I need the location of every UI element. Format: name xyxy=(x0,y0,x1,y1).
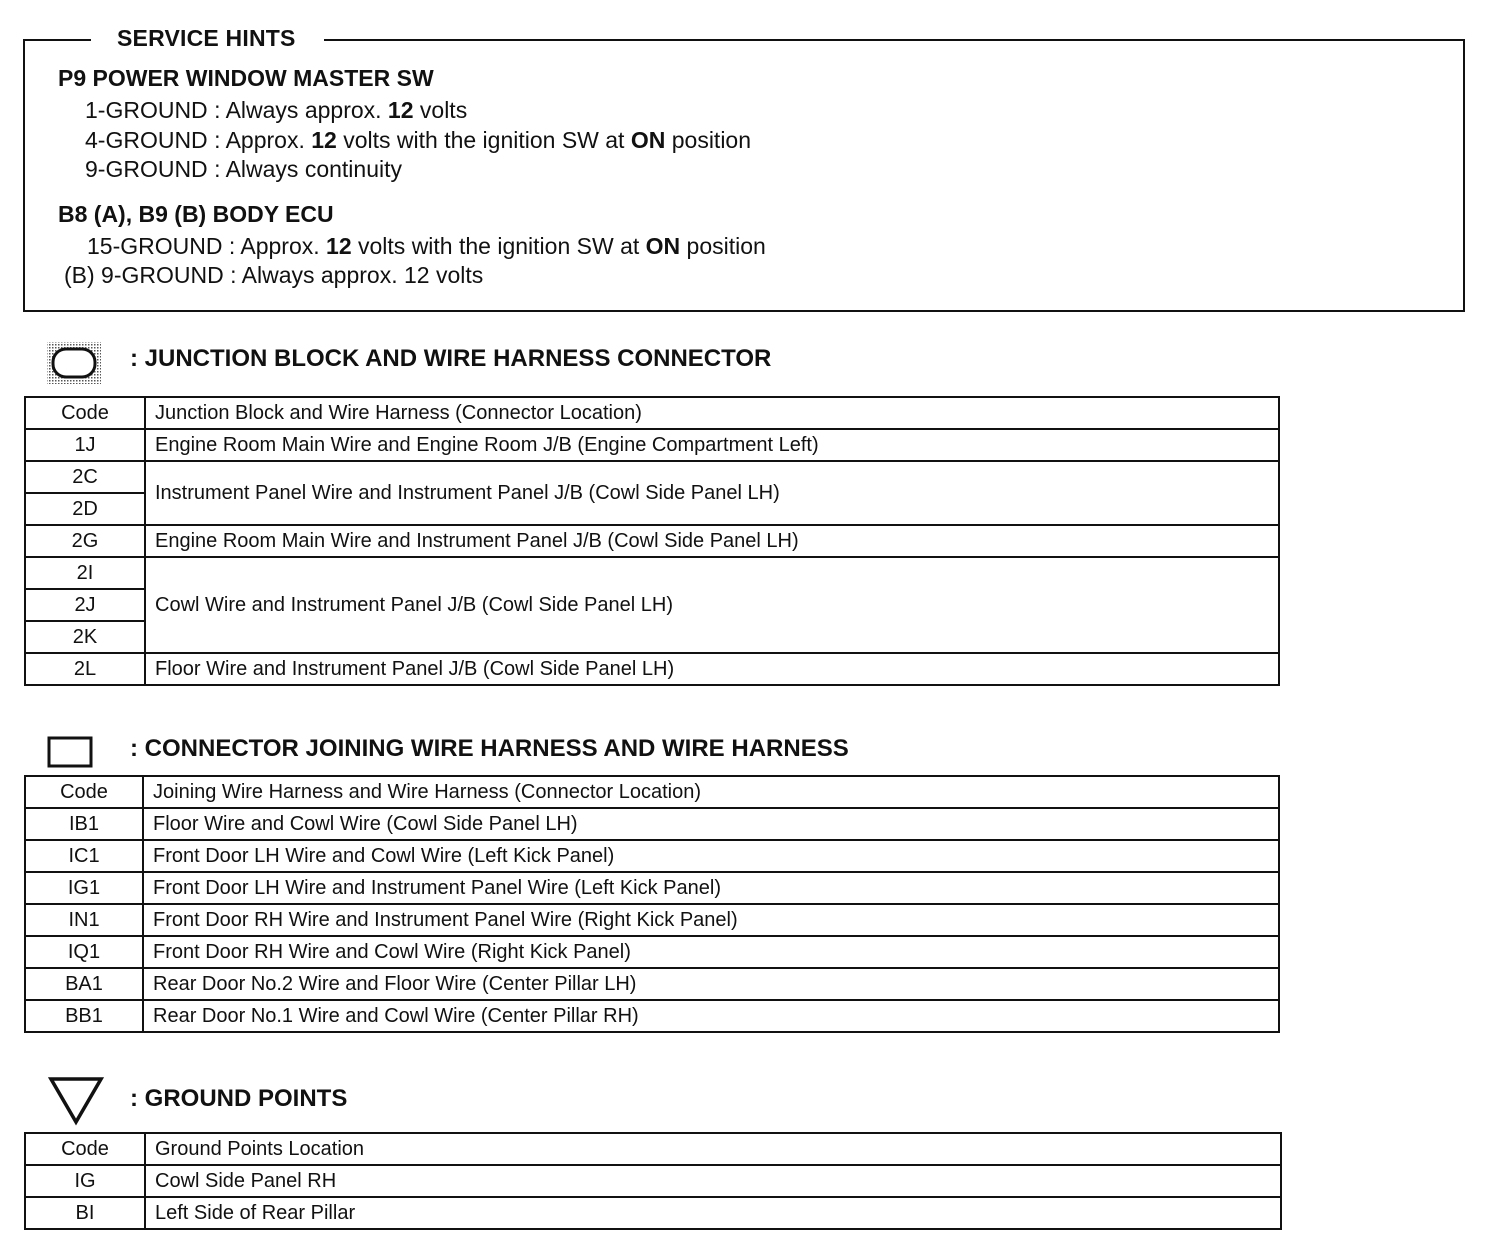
table-header-row: Code Joining Wire Harness and Wire Harness (Connector Location) xyxy=(25,776,1279,808)
connector-icon xyxy=(47,736,93,768)
table-row: 2I Cowl Wire and Instrument Panel J/B (Cowl Side Panel LH) xyxy=(25,557,1279,589)
junction-section-heading: : JUNCTION BLOCK AND WIRE HARNESS CONNECTOR xyxy=(130,345,772,372)
table-row: IQ1 Front Door RH Wire and Cowl Wire (Right Kick Panel) xyxy=(25,936,1279,968)
connector-table xyxy=(24,775,1280,1033)
hint-line: 4-GROUND : Approx. 12 volts with the ignition SW at ON position xyxy=(85,127,752,153)
table-row: 2J xyxy=(25,589,1279,621)
table-row: BI Left Side of Rear Pillar xyxy=(25,1197,1281,1229)
hint-block-heading-body-ecu: B8 (A), B9 (B) BODY ECU xyxy=(58,201,334,227)
table-row: 2K xyxy=(25,621,1279,653)
hint-line: 9-GROUND : Always continuity xyxy=(85,156,402,182)
table-row: 2L Floor Wire and Instrument Panel J/B (Cowl Side Panel LH) xyxy=(25,653,1279,685)
hint-block-heading-p9: P9 POWER WINDOW MASTER SW xyxy=(58,65,434,91)
ground-section-heading: : GROUND POINTS xyxy=(130,1085,348,1112)
table-row: IG1 Front Door LH Wire and Instrument Panel Wire (Left Kick Panel) xyxy=(25,872,1279,904)
hint-line: 1-GROUND : Always approx. 12 volts xyxy=(85,97,468,123)
table-header-row xyxy=(25,397,1279,429)
table-row: IN1 Front Door RH Wire and Instrument Panel Wire (Right Kick Panel) xyxy=(25,904,1279,936)
junction-table xyxy=(24,396,1280,686)
table-header-desc: Junction Block and Wire Harness (Connector Location) xyxy=(145,397,1279,429)
table-row: 2C Instrument Panel Wire and Instrument Panel J/B (Cowl Side Panel LH) xyxy=(25,461,1279,493)
service-hints-box xyxy=(23,25,1465,312)
hint-line: (B) 9-GROUND : Always approx. 12 volts xyxy=(64,262,484,288)
table-row: 2D xyxy=(25,493,1279,525)
hint-line: 15-GROUND : Approx. 12 volts with the ignition SW at ON position xyxy=(87,233,766,259)
table-row: IC1 Front Door LH Wire and Cowl Wire (Left Kick Panel) xyxy=(25,840,1279,872)
table-row: IG Cowl Side Panel RH xyxy=(25,1165,1281,1197)
connector-section-heading: : CONNECTOR JOINING WIRE HARNESS AND WIRE HARNESS xyxy=(130,735,849,762)
table-row: 1J Engine Room Main Wire and Engine Room J/B (Engine Compartment Left) xyxy=(25,429,1279,461)
ground-point-icon xyxy=(48,1076,104,1126)
table-header-code: Code xyxy=(25,397,145,429)
service-hints-title: SERVICE HINTS xyxy=(91,25,324,52)
table-header-row: Code Ground Points Location xyxy=(25,1133,1281,1165)
table-row: BA1 Rear Door No.2 Wire and Floor Wire (Center Pillar LH) xyxy=(25,968,1279,1000)
table-row: BB1 Rear Door No.1 Wire and Cowl Wire (Center Pillar RH) xyxy=(25,1000,1279,1032)
ground-table xyxy=(24,1132,1282,1230)
junction-block-icon xyxy=(46,341,102,385)
table-row: 2G Engine Room Main Wire and Instrument Panel J/B (Cowl Side Panel LH) xyxy=(25,525,1279,557)
table-row: IB1 Floor Wire and Cowl Wire (Cowl Side Panel LH) xyxy=(25,808,1279,840)
